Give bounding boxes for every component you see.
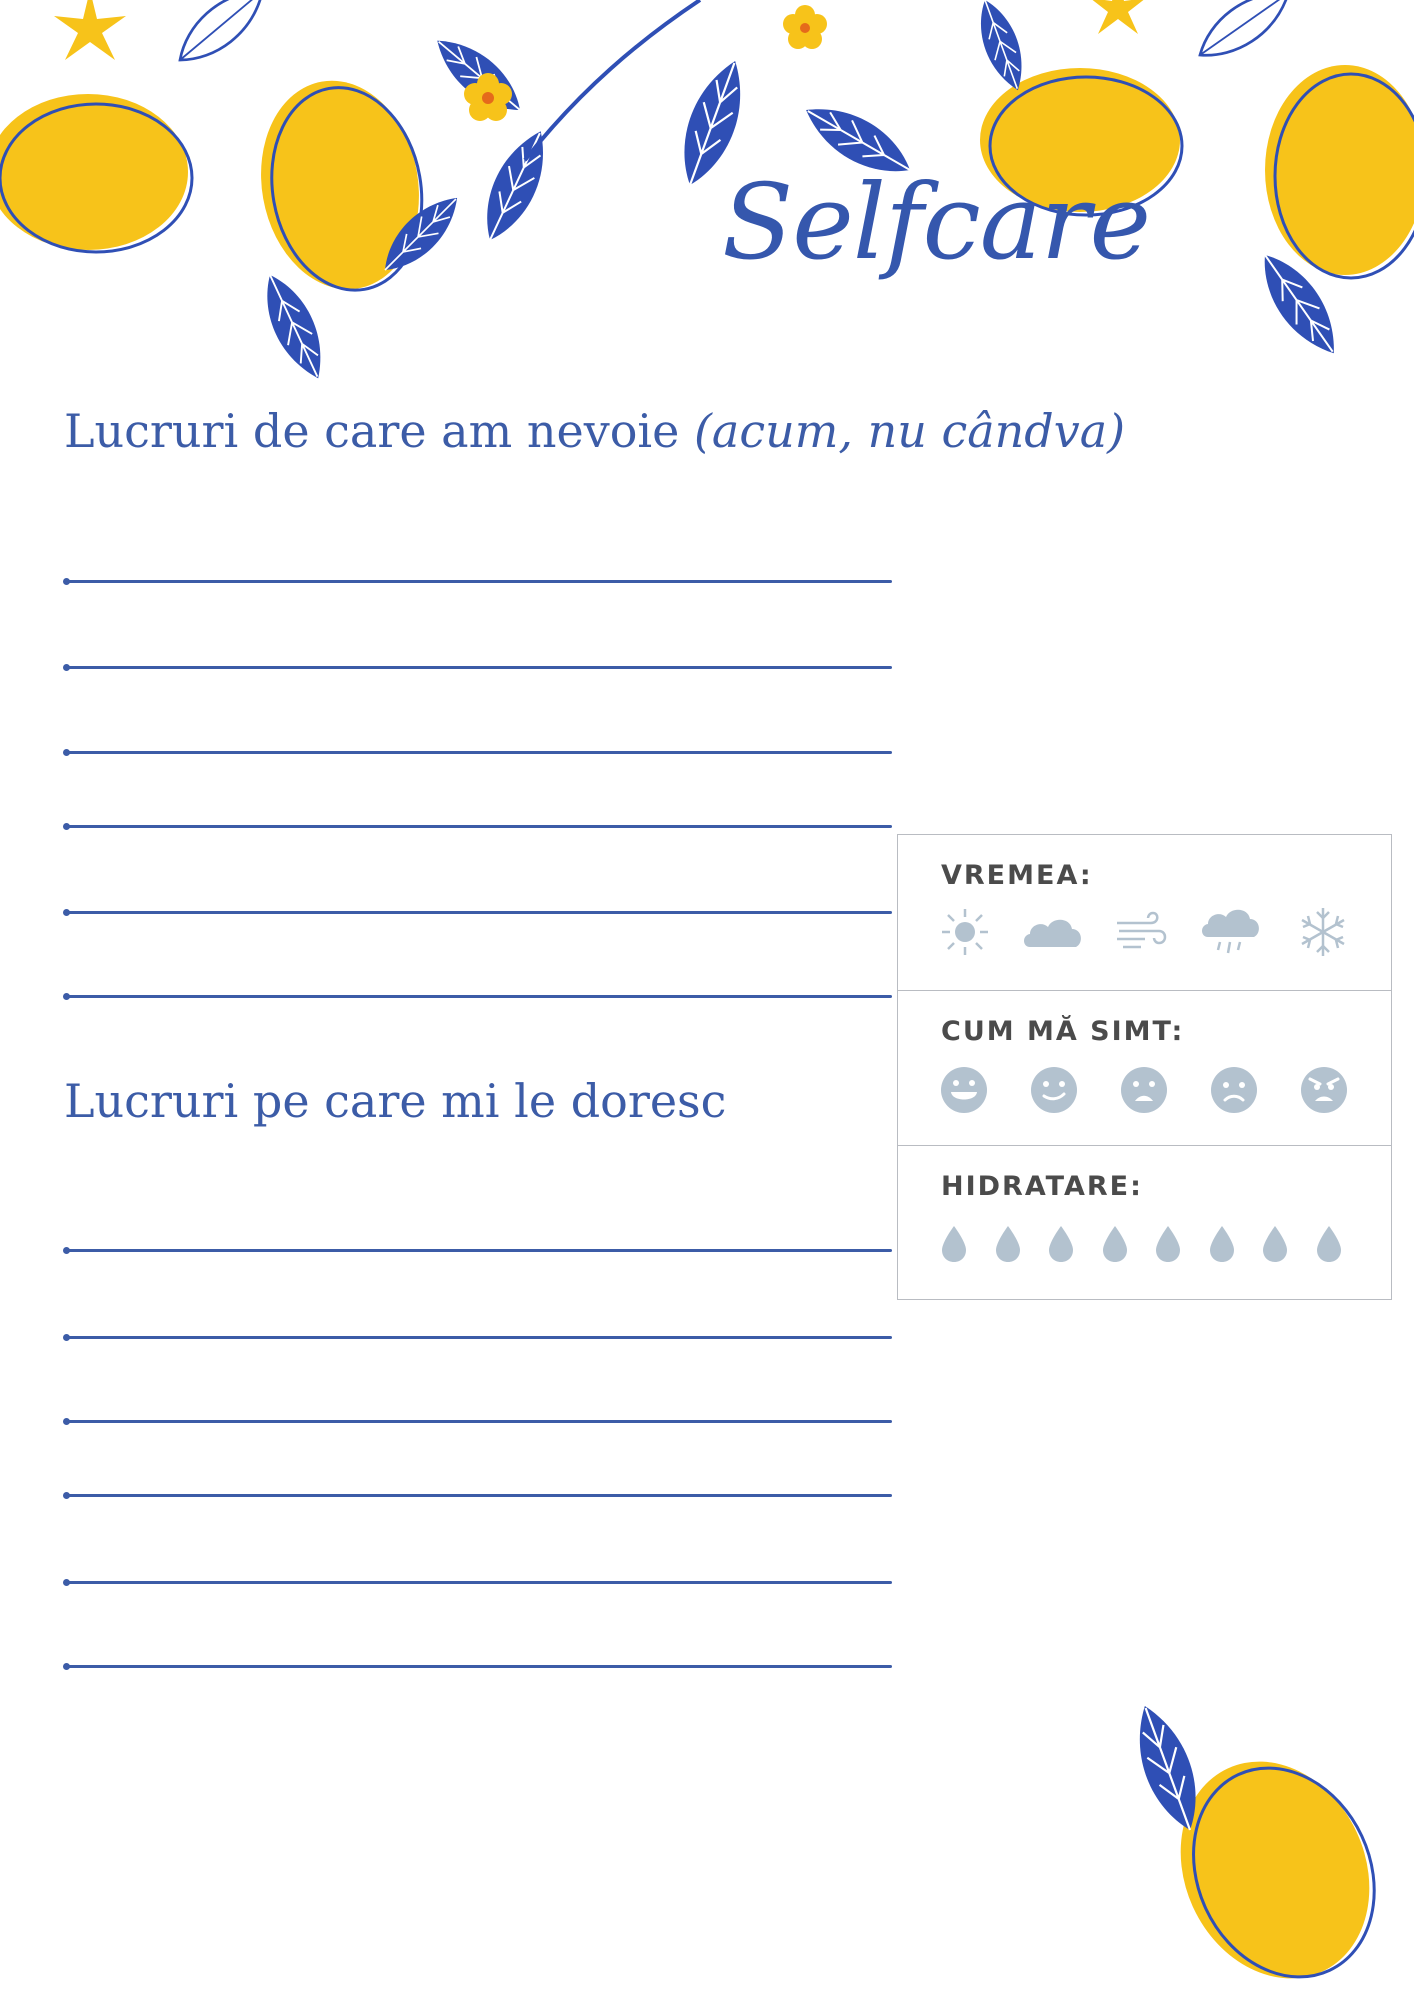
sun-icon[interactable] <box>940 907 990 957</box>
water-drop-icon[interactable] <box>1207 1224 1237 1264</box>
page-title: Selfcare <box>722 161 1151 283</box>
water-drop-icon[interactable] <box>1314 1224 1344 1264</box>
needs-heading-note: (acum, nu cândva) <box>693 404 1126 458</box>
water-drop-icon[interactable] <box>1260 1224 1290 1264</box>
needs-writing-line[interactable] <box>66 995 892 998</box>
needs-writing-line[interactable] <box>66 911 892 914</box>
water-drop-icon[interactable] <box>939 1224 969 1264</box>
leaf-outline-decoration <box>1189 0 1299 70</box>
mood-label: CUM MĂ SIMT: <box>941 1016 1185 1047</box>
leaf-decoration <box>252 267 336 387</box>
water-drop-icon[interactable] <box>1100 1224 1130 1264</box>
star-icon <box>54 0 126 60</box>
wishes-writing-line[interactable] <box>66 1494 892 1497</box>
water-drop-icon[interactable] <box>993 1224 1023 1264</box>
weather-section <box>898 835 1391 990</box>
cloud-icon[interactable] <box>1020 913 1086 953</box>
wishes-writing-line[interactable] <box>66 1336 892 1339</box>
wishes-writing-line[interactable] <box>66 1665 892 1668</box>
hydration-label: HIDRATARE: <box>941 1171 1143 1202</box>
hydration-section <box>898 1145 1391 1301</box>
rain-cloud-icon[interactable] <box>1198 907 1264 957</box>
wishes-heading: Lucruri pe care mi le doresc <box>64 1074 727 1128</box>
lemon-decoration <box>1265 65 1414 278</box>
snowflake-icon[interactable] <box>1296 905 1350 959</box>
daily-tracker-panel <box>897 834 1392 1300</box>
water-drop-icon[interactable] <box>1153 1224 1183 1264</box>
water-drop-icon[interactable] <box>1046 1224 1076 1264</box>
grin-face-icon[interactable] <box>940 1066 988 1114</box>
flower-icon <box>783 5 827 49</box>
weather-label: VREMEA: <box>941 860 1093 891</box>
needs-heading-main: Lucruri de care am nevoie <box>64 404 694 458</box>
needs-writing-line[interactable] <box>66 825 892 828</box>
wishes-writing-line[interactable] <box>66 1420 892 1423</box>
wind-icon[interactable] <box>1115 909 1169 955</box>
needs-writing-line[interactable] <box>66 666 892 669</box>
sad-face-icon[interactable] <box>1120 1066 1168 1114</box>
branch-decoration <box>525 0 700 160</box>
leaf-outline-decoration <box>168 0 275 74</box>
needs-heading <box>64 404 1126 458</box>
angry-face-icon[interactable] <box>1300 1066 1348 1114</box>
worried-face-icon[interactable] <box>1210 1066 1258 1114</box>
lemon-decoration <box>245 68 437 304</box>
needs-writing-line[interactable] <box>66 580 892 583</box>
wishes-writing-line[interactable] <box>66 1581 892 1584</box>
mood-section <box>898 990 1391 1145</box>
wishes-writing-line[interactable] <box>66 1249 892 1252</box>
leaf-decoration <box>471 123 559 249</box>
lemon-decoration <box>0 94 192 252</box>
star-icon <box>1090 0 1146 34</box>
smile-face-icon[interactable] <box>1030 1066 1078 1114</box>
needs-writing-line[interactable] <box>66 751 892 754</box>
